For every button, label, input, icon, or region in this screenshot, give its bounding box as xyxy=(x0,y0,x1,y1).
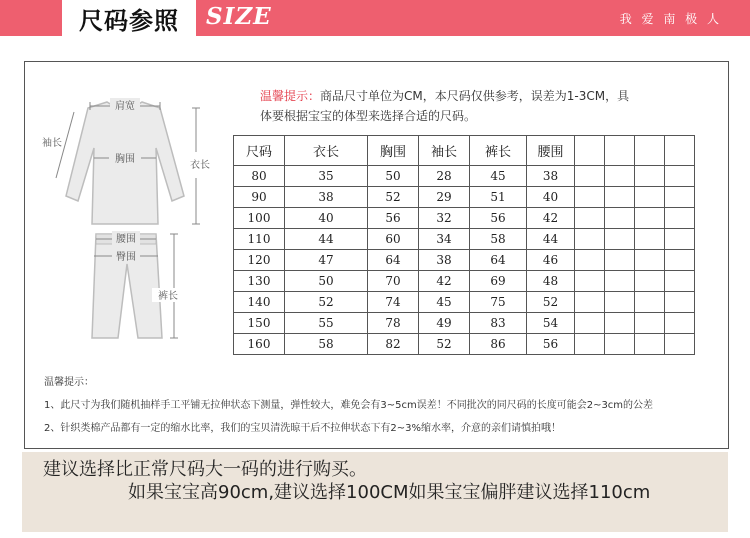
header-chest: 胸围 xyxy=(368,136,419,166)
table-cell: 50 xyxy=(285,271,368,292)
size-table-header xyxy=(234,136,695,166)
garment-diagram xyxy=(34,88,234,358)
empty-cell xyxy=(605,229,635,250)
table-cell: 56 xyxy=(470,208,527,229)
note-item-2: 2、针织类棉产品都有一定的缩水比率，我们的宝贝清洗晾干后不拉伸状态下有2~3%缩水率，介意的亲们请慎拍哦！ xyxy=(44,423,561,434)
table-cell: 50 xyxy=(368,166,419,187)
empty-cell xyxy=(605,187,635,208)
title-box xyxy=(62,0,196,36)
header-pants-length: 裤长 xyxy=(470,136,527,166)
table-cell: 64 xyxy=(368,250,419,271)
label-shoulder: 肩宽 xyxy=(115,101,135,112)
empty-cell xyxy=(635,292,665,313)
table-cell: 42 xyxy=(419,271,470,292)
table-cell: 86 xyxy=(470,334,527,355)
empty-cell xyxy=(635,271,665,292)
table-cell: 40 xyxy=(527,187,575,208)
table-cell: 55 xyxy=(285,313,368,334)
table-cell: 100 xyxy=(234,208,285,229)
empty-cell xyxy=(665,334,695,355)
label-chest: 胸围 xyxy=(115,154,135,165)
table-row xyxy=(234,166,695,187)
table-cell: 150 xyxy=(234,313,285,334)
table-cell: 52 xyxy=(527,292,575,313)
empty-cell xyxy=(605,292,635,313)
notes-title: 温馨提示： xyxy=(44,377,94,388)
table-row xyxy=(234,334,695,355)
empty-cell xyxy=(575,136,605,166)
empty-cell xyxy=(635,208,665,229)
empty-cell xyxy=(575,313,605,334)
empty-cell xyxy=(575,292,605,313)
table-cell: 60 xyxy=(368,229,419,250)
table-cell: 90 xyxy=(234,187,285,208)
header-length: 衣长 xyxy=(285,136,368,166)
table-cell: 45 xyxy=(419,292,470,313)
tip-label: 温馨提示： xyxy=(260,89,321,103)
table-cell: 52 xyxy=(368,187,419,208)
table-cell: 56 xyxy=(527,334,575,355)
empty-cell xyxy=(635,187,665,208)
tip-text-1: 商品尺寸单位为CM，本尺码仅供参考，误差为1-3CM，具 xyxy=(320,89,630,103)
table-cell: 46 xyxy=(527,250,575,271)
table-cell: 64 xyxy=(470,250,527,271)
table-row xyxy=(234,250,695,271)
tip-line-1 xyxy=(260,87,629,104)
empty-cell xyxy=(665,208,695,229)
table-cell: 54 xyxy=(527,313,575,334)
table-cell: 82 xyxy=(368,334,419,355)
table-cell: 83 xyxy=(470,313,527,334)
empty-cell xyxy=(665,313,695,334)
table-cell: 74 xyxy=(368,292,419,313)
header-waist: 腰围 xyxy=(527,136,575,166)
table-cell: 51 xyxy=(470,187,527,208)
empty-cell xyxy=(635,166,665,187)
table-cell: 75 xyxy=(470,292,527,313)
table-cell: 34 xyxy=(419,229,470,250)
table-cell: 69 xyxy=(470,271,527,292)
empty-cell xyxy=(665,187,695,208)
table-cell: 40 xyxy=(285,208,368,229)
empty-cell xyxy=(575,334,605,355)
table-cell: 58 xyxy=(470,229,527,250)
empty-cell xyxy=(605,313,635,334)
empty-cell xyxy=(575,166,605,187)
empty-cell xyxy=(635,250,665,271)
table-cell: 52 xyxy=(419,334,470,355)
empty-cell xyxy=(575,208,605,229)
table-cell: 32 xyxy=(419,208,470,229)
empty-cell xyxy=(605,166,635,187)
empty-cell xyxy=(635,136,665,166)
table-cell: 140 xyxy=(234,292,285,313)
table-cell: 47 xyxy=(285,250,368,271)
label-length: 衣长 xyxy=(190,160,210,171)
header-size: 尺码 xyxy=(234,136,285,166)
table-cell: 45 xyxy=(470,166,527,187)
size-table-body xyxy=(234,166,695,355)
brand-slogan: 我 爱 南 极 人 xyxy=(619,12,722,26)
table-cell: 110 xyxy=(234,229,285,250)
table-cell: 29 xyxy=(419,187,470,208)
table-cell: 52 xyxy=(285,292,368,313)
table-cell: 48 xyxy=(527,271,575,292)
table-cell: 42 xyxy=(527,208,575,229)
empty-cell xyxy=(665,136,695,166)
table-cell: 38 xyxy=(419,250,470,271)
empty-cell xyxy=(665,271,695,292)
table-row xyxy=(234,187,695,208)
empty-cell xyxy=(575,271,605,292)
label-sleeve: 袖长 xyxy=(42,138,62,149)
table-row xyxy=(234,208,695,229)
empty-cell xyxy=(665,292,695,313)
page-title: 尺码参照 xyxy=(79,6,179,35)
empty-cell xyxy=(635,334,665,355)
table-cell: 28 xyxy=(419,166,470,187)
table-row xyxy=(234,229,695,250)
empty-cell xyxy=(605,271,635,292)
empty-cell xyxy=(665,166,695,187)
table-row xyxy=(234,313,695,334)
empty-cell xyxy=(665,250,695,271)
table-row xyxy=(234,271,695,292)
empty-cell xyxy=(605,208,635,229)
table-row xyxy=(234,292,695,313)
empty-cell xyxy=(635,313,665,334)
note-item-1: 1、此尺寸为我们随机抽样手工平铺无拉伸状态下测量，弹性较大，难免会有3~5cm误差！不同批次的同尺码的长度可能会2~3cm的公差 xyxy=(44,400,654,411)
table-cell: 56 xyxy=(368,208,419,229)
table-cell: 44 xyxy=(285,229,368,250)
table-cell: 78 xyxy=(368,313,419,334)
table-cell: 58 xyxy=(285,334,368,355)
size-table xyxy=(233,135,695,355)
title-en: SIZE xyxy=(206,3,272,30)
empty-cell xyxy=(575,187,605,208)
table-cell: 130 xyxy=(234,271,285,292)
table-cell: 80 xyxy=(234,166,285,187)
table-cell: 160 xyxy=(234,334,285,355)
empty-cell xyxy=(665,229,695,250)
table-cell: 70 xyxy=(368,271,419,292)
tip-text-2: 体要根据宝宝的体型来选择合适的尺码。 xyxy=(260,109,477,123)
empty-cell xyxy=(635,229,665,250)
advice-line-2: 如果宝宝高90cm,建议选择100CM如果宝宝偏胖建议选择110cm xyxy=(128,482,651,503)
table-cell: 49 xyxy=(419,313,470,334)
header-sleeve: 袖长 xyxy=(419,136,470,166)
table-cell: 35 xyxy=(285,166,368,187)
table-cell: 38 xyxy=(527,166,575,187)
label-hip: 臀围 xyxy=(116,252,136,263)
advice-line-1: 建议选择比正常尺码大一码的进行购买。 xyxy=(43,459,367,480)
empty-cell xyxy=(575,250,605,271)
label-pants-length: 裤长 xyxy=(158,291,178,302)
table-cell: 44 xyxy=(527,229,575,250)
table-cell: 38 xyxy=(285,187,368,208)
empty-cell xyxy=(605,250,635,271)
empty-cell xyxy=(575,229,605,250)
empty-cell xyxy=(605,136,635,166)
label-waist: 腰围 xyxy=(116,234,136,245)
table-cell: 120 xyxy=(234,250,285,271)
empty-cell xyxy=(605,334,635,355)
